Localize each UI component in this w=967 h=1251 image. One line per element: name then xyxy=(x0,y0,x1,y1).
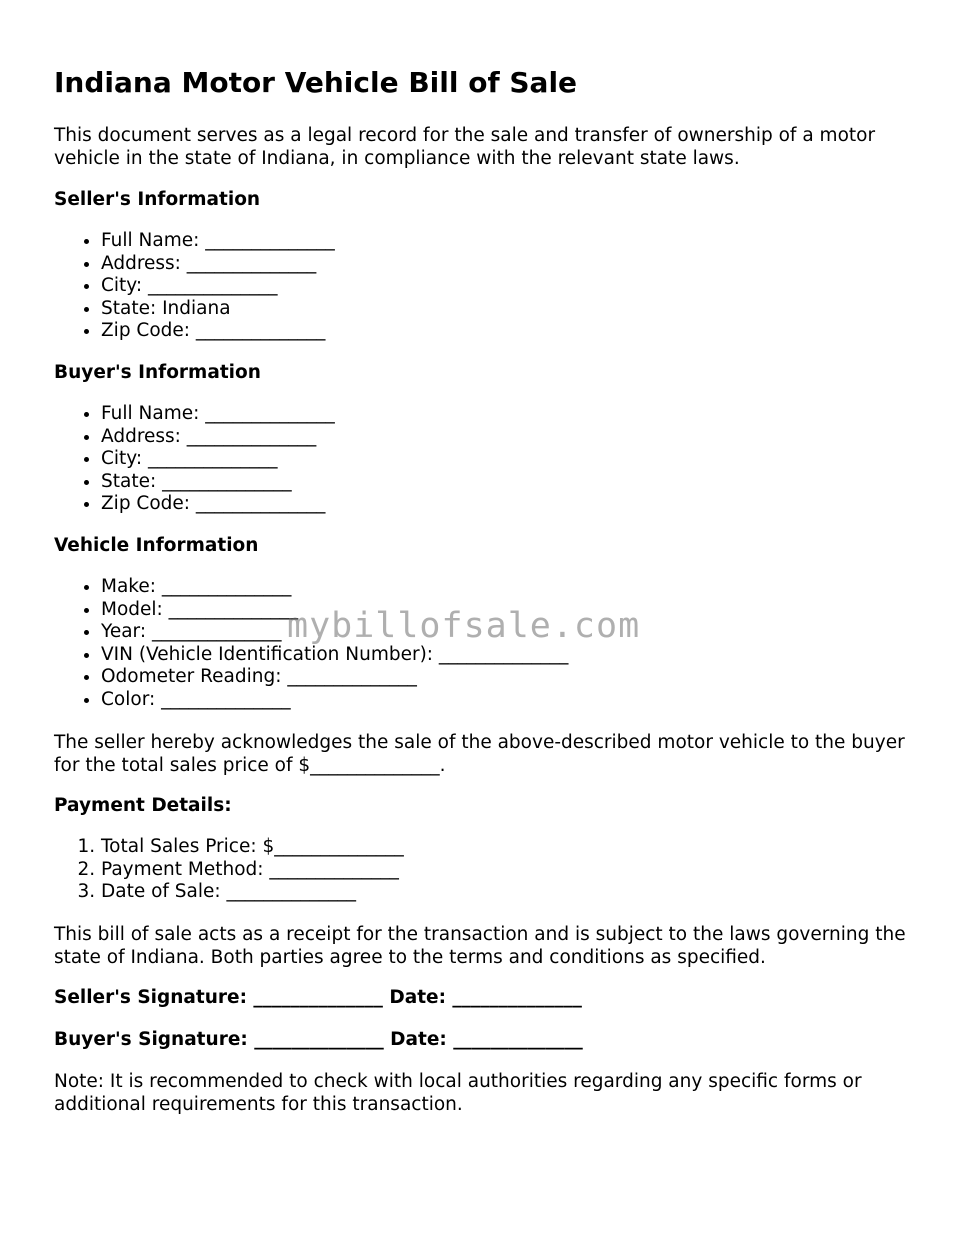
vehicle-color: • Color: ______________ xyxy=(101,689,568,712)
buyer-full-name: • Full Name: ______________ xyxy=(101,403,335,426)
buyer-heading: Buyer's Information xyxy=(54,362,261,383)
buyer-address: • Address: ______________ xyxy=(101,426,335,449)
vehicle-info-list xyxy=(54,576,568,712)
acknowledgment-paragraph: The seller hereby acknowledges the sale of the above-described motor vehicle to the buyer for the total sales price of $______________. xyxy=(54,732,905,776)
vehicle-odometer: • Odometer Reading: ______________ xyxy=(101,666,568,689)
payment-method: 2. Payment Method: ______________ xyxy=(101,859,404,882)
payment-heading: Payment Details: xyxy=(54,795,232,816)
seller-city: • City: ______________ xyxy=(101,275,335,298)
buyer-state: • State: ______________ xyxy=(101,471,335,494)
buyer-city: • City: ______________ xyxy=(101,448,335,471)
vehicle-model: • Model: ______________ xyxy=(101,599,568,622)
payment-date-of-sale: 3. Date of Sale: ______________ xyxy=(101,881,404,904)
seller-zip-code: • Zip Code: ______________ xyxy=(101,320,335,343)
buyer-zip-code: • Zip Code: ______________ xyxy=(101,493,335,516)
payment-total-price: 1. Total Sales Price: $______________ xyxy=(101,836,404,859)
seller-signature-line: Seller's Signature: ______________ Date: ______________ xyxy=(54,987,582,1008)
payment-details-list xyxy=(54,836,404,904)
vehicle-vin: • VIN (Vehicle Identification Number): ______________ xyxy=(101,644,568,667)
watermark: mybillofsale.com xyxy=(287,606,641,646)
seller-state: • State: Indiana xyxy=(101,298,335,321)
receipt-paragraph: This bill of sale acts as a receipt for the transaction and is subject to the laws governing the state of Indiana. Both parties agree to the terms and conditions as specified. xyxy=(54,924,906,968)
vehicle-year: • Year: ______________ xyxy=(101,621,568,644)
vehicle-make: • Make: ______________ xyxy=(101,576,568,599)
buyer-signature-line: Buyer's Signature: ______________ Date: ______________ xyxy=(54,1029,583,1050)
seller-address: • Address: ______________ xyxy=(101,253,335,276)
seller-heading: Seller's Information xyxy=(54,189,261,210)
seller-info-list xyxy=(54,230,335,343)
buyer-info-list xyxy=(54,403,335,516)
seller-full-name: • Full Name: ______________ xyxy=(101,230,335,253)
intro-paragraph: This document serves as a legal record for the sale and transfer of ownership of a motor vehicle in the state of Indiana, in compliance with the relevant state laws. xyxy=(54,125,876,169)
document-title: Indiana Motor Vehicle Bill of Sale xyxy=(54,66,578,99)
vehicle-heading: Vehicle Information xyxy=(54,535,259,556)
note-paragraph: Note: It is recommended to check with local authorities regarding any specific forms or additional requirements for this transaction. xyxy=(54,1071,862,1115)
